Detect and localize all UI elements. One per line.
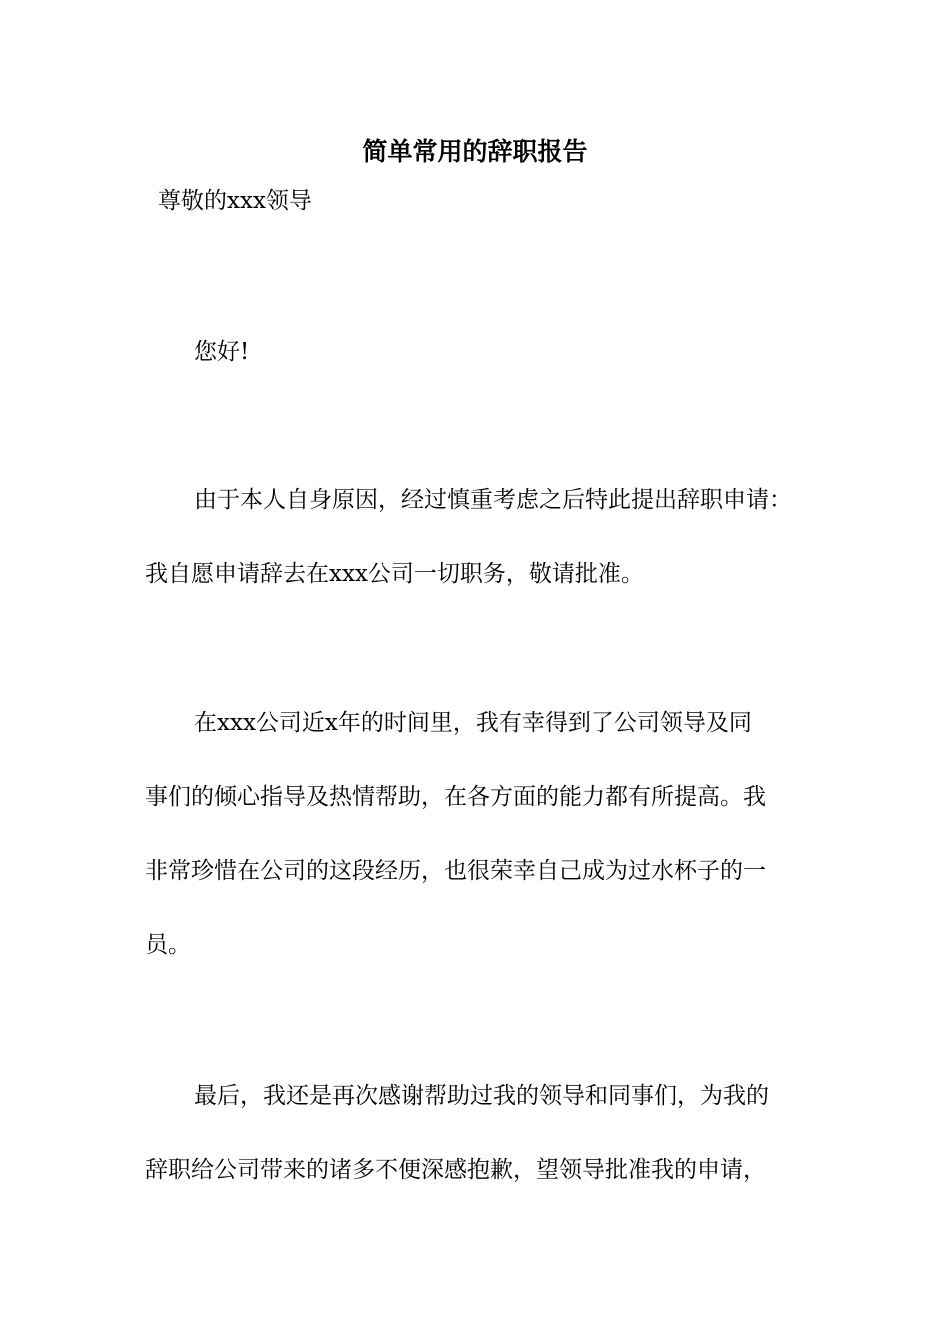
paragraph-reason — [145, 463, 825, 611]
paragraph-gratitude — [145, 686, 825, 982]
paragraph-line: 在xxx公司近x年的时间里，我有幸得到了公司领导及同 — [194, 710, 752, 736]
paragraph-line: 由于本人自身原因，经过慎重考虑之后特此提出辞职申请： — [194, 487, 792, 513]
paragraph-line: 我自愿申请辞去在xxx公司一切职务，敬请批准。 — [145, 561, 644, 587]
greeting: 您好! — [194, 339, 250, 365]
paragraph-closing — [145, 1059, 825, 1207]
paragraph-line: 最后，我还是再次感谢帮助过我的领导和同事们，为我的 — [194, 1083, 769, 1109]
paragraph-line: 非常珍惜在公司的这段经历，也很荣幸自己成为过水杯子的一 — [145, 858, 766, 884]
paragraph-line: 事们的倾心指导及热情帮助，在各方面的能力都有所提高。我 — [145, 784, 766, 810]
paragraph-line: 辞职给公司带来的诸多不便深感抱歉，望领导批准我的申请， — [145, 1157, 766, 1183]
document-title: 简单常用的辞职报告 — [362, 137, 588, 166]
salutation: 尊敬的xxx领导 — [158, 188, 312, 214]
paragraph-line: 员。 — [145, 932, 191, 958]
